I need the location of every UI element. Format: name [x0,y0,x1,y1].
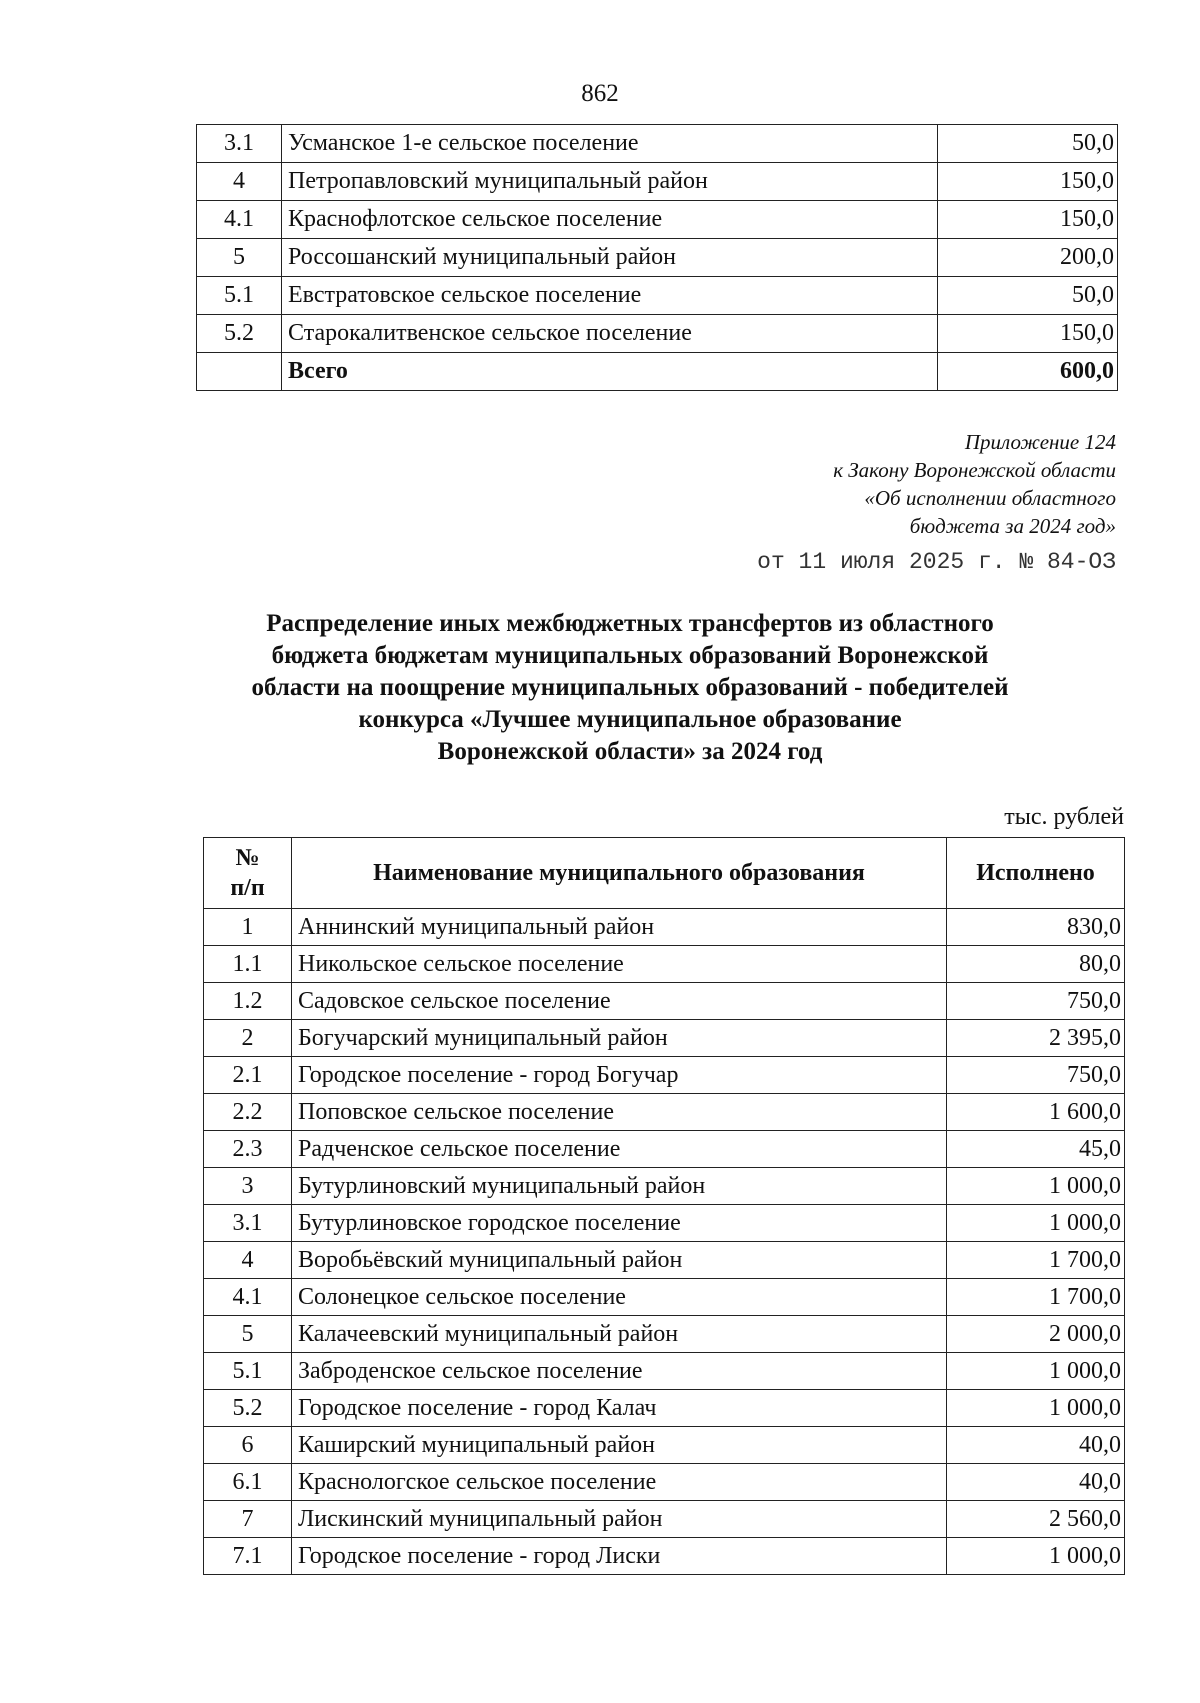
appendix-note [616,428,1116,540]
row-value-cell: 80,0 [947,946,1125,983]
table-row [197,277,1118,315]
row-value-cell: 200,0 [938,239,1118,277]
appendix-line-4: бюджета за 2024 год» [909,514,1116,538]
row-name-cell: Садовское сельское поселение [292,983,947,1020]
table-row [197,201,1118,239]
row-number-cell: 2.1 [204,1057,292,1094]
row-value-cell: 1 000,0 [947,1538,1125,1575]
table-row [204,1168,1125,1205]
row-value-cell: 750,0 [947,983,1125,1020]
row-name-cell: Богучарский муниципальный район [292,1020,947,1057]
row-name-cell: Никольское сельское поселение [292,946,947,983]
row-value-cell: 45,0 [947,1131,1125,1168]
row-number-cell: 1.1 [204,946,292,983]
row-number-cell: 4 [197,163,282,201]
row-number-cell: 1.2 [204,983,292,1020]
header-num-line-1: № [235,845,260,871]
row-number-cell: 4 [204,1242,292,1279]
table-row [204,1279,1125,1316]
table-row [204,1242,1125,1279]
row-number-cell: 3.1 [197,125,282,163]
row-value-cell: 2 395,0 [947,1020,1125,1057]
row-name-cell: Старокалитвенское сельское поселение [282,315,938,353]
row-name-cell: Заброденское сельское поселение [292,1353,947,1390]
header-num-line-2: п/п [230,875,265,901]
row-value-cell: 1 000,0 [947,1205,1125,1242]
appendix-line-2: к Закону Воронежской области [833,458,1116,482]
table-row [204,1020,1125,1057]
table-row [204,1205,1125,1242]
law-reference-stamp: от 11 июля 2025 г. № 84-ОЗ [757,549,1116,575]
table-row [204,946,1125,983]
row-number-cell: 5.2 [204,1390,292,1427]
row-name-cell: Бутурлиновский муниципальный район [292,1168,947,1205]
row-number-cell: 5.1 [204,1353,292,1390]
row-number-cell: 2.3 [204,1131,292,1168]
row-number-cell: 2 [204,1020,292,1057]
row-value-cell: 1 000,0 [947,1390,1125,1427]
table-row [204,1427,1125,1464]
table-row [197,239,1118,277]
total-row [197,353,1118,391]
row-number-cell: 7 [204,1501,292,1538]
table-row [204,1353,1125,1390]
row-name-cell: Усманское 1-е сельское поселение [282,125,938,163]
row-number-cell: 3 [204,1168,292,1205]
table-row [204,1057,1125,1094]
row-value-cell: 1 600,0 [947,1094,1125,1131]
distribution-table [203,837,1125,1575]
document-title [130,608,1130,768]
row-value-cell: 50,0 [938,125,1118,163]
title-line-5: Воронежской области» за 2024 год [437,738,823,765]
total-label: Всего [282,353,938,391]
row-name-cell: Евстратовское сельское поселение [282,277,938,315]
row-number-cell: 5 [204,1316,292,1353]
header-name: Наименование муниципального образования [292,838,947,909]
row-name-cell: Калачеевский муниципальный район [292,1316,947,1353]
row-number-cell: 3.1 [204,1205,292,1242]
row-name-cell: Солонецкое сельское поселение [292,1279,947,1316]
row-number-cell: 1 [204,909,292,946]
table-row [204,1390,1125,1427]
row-name-cell: Россошанский муниципальный район [282,239,938,277]
row-number-cell: 6 [204,1427,292,1464]
row-value-cell: 150,0 [938,315,1118,353]
row-name-cell: Краснофлотское сельское поселение [282,201,938,239]
row-name-cell: Поповское сельское поселение [292,1094,947,1131]
table-row [197,125,1118,163]
row-value-cell: 1 700,0 [947,1279,1125,1316]
table-row [204,1094,1125,1131]
total-value: 600,0 [938,353,1118,391]
row-name-cell: Бутурлиновское городское поселение [292,1205,947,1242]
row-name-cell: Городское поселение - город Лиски [292,1538,947,1575]
table-header-row [204,838,1125,909]
row-value-cell: 830,0 [947,909,1125,946]
table-row [197,315,1118,353]
row-value-cell: 40,0 [947,1427,1125,1464]
table-row [204,1464,1125,1501]
row-value-cell: 1 000,0 [947,1353,1125,1390]
row-value-cell: 1 700,0 [947,1242,1125,1279]
row-value-cell: 750,0 [947,1057,1125,1094]
header-num [204,838,292,909]
continued-table [196,124,1118,391]
title-line-4: конкурса «Лучшее муниципальное образование [358,706,902,733]
appendix-line-3: «Об исполнении областного [864,486,1116,510]
row-number-cell: 5.2 [197,315,282,353]
row-name-cell: Аннинский муниципальный район [292,909,947,946]
row-number-cell: 4.1 [197,201,282,239]
row-name-cell: Краснологское сельское поселение [292,1464,947,1501]
table-row [204,1538,1125,1575]
row-name-cell: Петропавловский муниципальный район [282,163,938,201]
row-name-cell: Городское поселение - город Калач [292,1390,947,1427]
row-number-cell: 6.1 [204,1464,292,1501]
table-row [204,1131,1125,1168]
table-row [204,1501,1125,1538]
row-number-cell: 4.1 [204,1279,292,1316]
table-row [204,909,1125,946]
row-value-cell: 1 000,0 [947,1168,1125,1205]
row-number-cell: 2.2 [204,1094,292,1131]
table-row [197,163,1118,201]
title-line-2: бюджета бюджетам муниципальных образований Воронежской [271,642,989,669]
row-value-cell: 2 000,0 [947,1316,1125,1353]
header-value: Исполнено [947,838,1125,909]
row-value-cell: 50,0 [938,277,1118,315]
table-row [204,983,1125,1020]
row-number-cell: 5.1 [197,277,282,315]
page-number: 862 [581,80,619,107]
row-value-cell: 40,0 [947,1464,1125,1501]
appendix-line-1: Приложение 124 [964,430,1116,454]
title-line-3: области на поощрение муниципальных образований - победителей [251,674,1009,701]
table-row [204,1316,1125,1353]
row-name-cell: Городское поселение - город Богучар [292,1057,947,1094]
title-line-1: Распределение иных межбюджетных трансфертов из областного [266,610,994,637]
units-label: тыс. рублей [1004,804,1124,830]
row-name-cell: Воробьёвский муниципальный район [292,1242,947,1279]
row-name-cell: Лискинский муниципальный район [292,1501,947,1538]
row-number-cell: 7.1 [204,1538,292,1575]
row-name-cell: Радченское сельское поселение [292,1131,947,1168]
total-num-cell [197,353,282,391]
row-name-cell: Каширский муниципальный район [292,1427,947,1464]
row-value-cell: 150,0 [938,163,1118,201]
row-value-cell: 150,0 [938,201,1118,239]
row-value-cell: 2 560,0 [947,1501,1125,1538]
row-number-cell: 5 [197,239,282,277]
